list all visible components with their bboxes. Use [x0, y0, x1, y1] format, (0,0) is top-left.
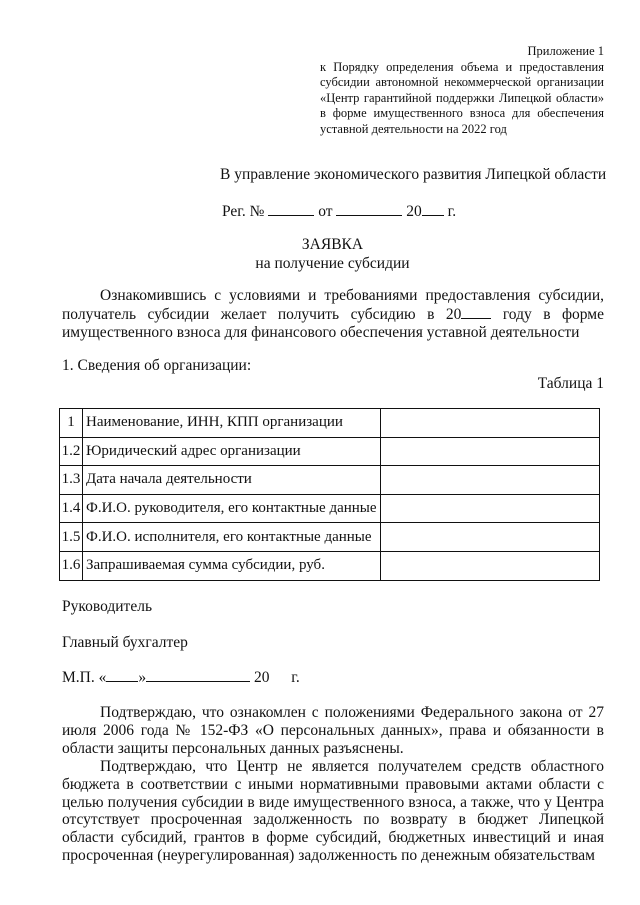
organization-info-table	[59, 408, 600, 581]
debt-confirmation: Подтверждаю, что Центр не является получателем средств областного бюджета в соответствии с иными нормативными правовыми актами области с целью получения субсидии в виде имущественного взноса, а также, что у Центра отсутствует просроченная задолженность по возврату в бюджет Липецкой области субсидий, грантов в форме субсидий, бюджетных инвестиций и иная просроченная (неурегулированная) задолженность по денежным обязательствам	[62, 758, 604, 864]
row-number: 1.4	[60, 494, 83, 523]
row-label: Дата начала деятельности	[83, 466, 381, 495]
reg-label: Рег. №	[222, 203, 265, 220]
reg-year-suffix: г.	[447, 203, 457, 220]
row-number: 1.6	[60, 551, 83, 580]
appendix-title: Приложение 1	[527, 44, 604, 58]
row-number: 1.3	[60, 466, 83, 495]
reg-from-label: от	[318, 203, 333, 220]
head-signature-label: Руководитель	[62, 598, 153, 615]
stamp-line: М.П. « » 20 г.	[62, 669, 300, 686]
row-value-cell[interactable]	[380, 466, 599, 495]
row-value-cell[interactable]	[380, 523, 599, 552]
document-title	[60, 235, 605, 273]
row-label: Запрашиваемая сумма субсидии, руб.	[83, 551, 381, 580]
table-row	[60, 523, 600, 552]
reg-year-prefix: 20	[406, 203, 422, 220]
appendix-block	[320, 44, 604, 138]
intro-paragraph: Ознакомившись с условиями и требованиями предоставления субсидии, получатель субсидии желает получить субсидию в 20 году в форме имущественного взноса для финансового обеспечения уставной деятельности	[62, 287, 604, 341]
appendix-text: к Порядку определения объема и предоставления субсидии автономной некоммерческой организации «Центр гарантийной поддержки Липецкой области» в форме имущественного взноса для обеспечения уставной деятельности на 2022 год	[320, 59, 604, 136]
registration-line	[222, 202, 522, 221]
table-row	[60, 409, 600, 438]
row-number: 1.2	[60, 437, 83, 466]
title-line1: ЗАЯВКА	[301, 236, 364, 253]
row-label: Ф.И.О. исполнителя, его контактные данные	[83, 523, 381, 552]
row-number: 1.5	[60, 523, 83, 552]
row-label: Ф.И.О. руководителя, его контактные данные	[83, 494, 381, 523]
title-line2: на получение субсидии	[255, 255, 410, 272]
row-label: Наименование, ИНН, КПП организации	[83, 409, 381, 438]
month-blank	[146, 668, 250, 682]
row-value-cell[interactable]	[380, 409, 599, 438]
section-heading: 1. Сведения об организации:	[62, 357, 252, 374]
row-number: 1	[60, 409, 83, 438]
table-row	[60, 466, 600, 495]
reg-number-blank	[268, 202, 314, 216]
table-row	[60, 551, 600, 580]
accountant-signature-label: Главный бухгалтер	[62, 634, 188, 651]
reg-year-blank	[422, 202, 444, 216]
table-row	[60, 494, 600, 523]
personal-data-confirmation: Подтверждаю, что ознакомлен с положениями Федерального закона от 27 июля 2006 года № 152-ФЗ «О персональных данных», права и обязанности в области защиты персональных данных разъяснены.	[62, 704, 604, 757]
table-row	[60, 437, 600, 466]
row-label: Юридический адрес организации	[83, 437, 381, 466]
year-blank	[461, 305, 491, 319]
reg-date-blank	[336, 202, 402, 216]
row-value-cell[interactable]	[380, 551, 599, 580]
addressee: В управление экономического развития Липецкой области	[220, 166, 607, 183]
row-value-cell[interactable]	[380, 494, 599, 523]
table-caption: Таблица 1	[537, 375, 604, 392]
day-blank	[106, 668, 138, 682]
row-value-cell[interactable]	[380, 437, 599, 466]
